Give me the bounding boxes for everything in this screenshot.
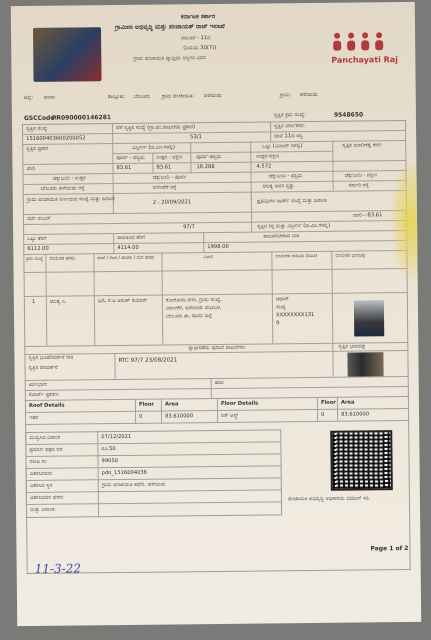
loan-label: ಋಣಭಾರ: (28, 381, 48, 388)
bound-west: ಆದಿತ್ಯ ಅವರ ಸ್ವತ್ತು (262, 183, 295, 190)
acc-number: 9548650 (333, 111, 364, 119)
h-owner-id: ಮಾಲೀಕರ ಗುರುತಿನ ದಾಖಲೆ (275, 253, 318, 260)
h-plot: ಸ್ವತ್ತಿನ ಕಿಸ್ತ ಮತ್ತು ವಿಸ್ತೀರ್ಣ (ಚ.ಮೀ.ಗಳಲ್ಲಿ) (257, 222, 331, 230)
owner-id-type: ಆಧಾರ್ (275, 296, 289, 303)
h-evidence: ಸ್ವಾಧೀನತೆಯ ಪುರಾವೆ ದಾಖಲೆಗಳು (188, 344, 246, 352)
h-ns2: ಉತ್ತರ-ದಕ್ಷಿಣ (256, 153, 280, 160)
h-bound-south: ಚಕ್ಕುಬಂದಿ - ದಕ್ಷಿಣ (344, 172, 378, 179)
h-owner-num: ಕ್ರಮ ಸಂಖ್ಯೆ (26, 256, 44, 262)
h-bound-north: ಚಕ್ಕುಬಂದಿ - ಉತ್ತರ (52, 175, 86, 182)
owner-address-3: ಬೇಲೂರು ತಾ, ಹಾಸನ ಜಿಲ್ಲೆ (165, 313, 213, 320)
gsc-code: PR090000146281 (51, 114, 112, 122)
h-owner-relation: ತಂದೆ / ಗಂಡ / ಹೆಂಡತಿ / ಮಗ ಹೆಸರು (97, 255, 155, 262)
h-area-right: Area (340, 399, 355, 406)
fee-value: ರೂ.50 (101, 446, 116, 453)
h-property-type: ಸ್ವತ್ತಿನ ಪ್ರಕಾರ (26, 145, 49, 152)
owner-id-number: XXXXXXXX131 (275, 311, 315, 319)
plot-value: ಖಾಲಿ---83.61 (352, 212, 383, 219)
dept-title: ಗ್ರಾಮೀಣ ಅಭಿವೃದ್ಧಿ ಮತ್ತು ಪಂಚಾಯತ್ ರಾಜ್ ಇಲಾಖೆ (114, 22, 225, 32)
issued-by: pdo_1516004036 (101, 469, 148, 477)
h-owner-photo: ಮಾಲೀಕರ ಭಾವಚಿತ್ರ (335, 253, 366, 259)
evidence-value: RTC 97/7 23/08/2021 (118, 357, 178, 365)
h-area-left: Area (164, 401, 179, 408)
h-bound-west: ಚಕ್ಕುಬಂದಿ - ಪಶ್ಚಿಮ (268, 173, 303, 180)
brand-name: Panchayati Raj (331, 55, 399, 65)
printed-date: 07/12/2021 (101, 433, 132, 441)
page-number: Page 1 of 2 (370, 544, 409, 553)
district-value: ಹಾಸನ (43, 94, 55, 101)
document-page (11, 2, 421, 626)
old-property-no: 53/1 (190, 134, 202, 141)
rule-ref: (ನಿಯಮ 30(7)) (183, 44, 217, 52)
printed-date-label: ಮುದ್ರಿಸಿದ ದಿನಾಂಕ (29, 434, 60, 441)
gsc-label: GSCCode: (23, 114, 57, 123)
h-approval: ಗ್ರಾಮ ಪಂಚಾಯಿತಿ ನಿರ್ಣಯದ ಸಂಖ್ಯೆ ಮತ್ತು ದಿನಾಂಕ (26, 196, 115, 203)
fee-label: ಪ್ರಮಾಣ ಪತ್ರದ ದರ (29, 446, 63, 453)
h-bound-east: ಚಕ್ಕುಬಂದಿ - ಪೂರ್ವ (152, 174, 187, 181)
survey-value: 97/7 (183, 224, 195, 231)
h-property-no: ಸ್ವತ್ತಿನ ಸಂಖ್ಯೆ (26, 125, 48, 132)
area-right: 83.610000 (341, 411, 370, 418)
owner-id-suffix: 9 (276, 320, 280, 327)
form-number: ನಮೂನೆ - 11ಬಿ (181, 35, 211, 42)
paid-tax: 4114.00 (117, 244, 139, 252)
owner-id-word: ಸಂಖ್ಯೆ (275, 304, 286, 311)
owner-name: ಆದಿತ್ಯ ಎ. (49, 298, 67, 305)
balance: 1998.00 (207, 243, 229, 251)
h-ward: ಪ್ರತಿನಿಧಿಗಳ ವಾರ್ಡ್ ಸಂಖ್ಯೆ ಮತ್ತು ದಿನಾಂಕ (256, 197, 327, 205)
note-label: ಷರಾ: (214, 379, 225, 387)
approval-value: 2 - 20/09/2021 (152, 199, 192, 206)
gp-label: ಗ್ರಾಮ ಪಂಚಾಯಿತಿ: (161, 93, 195, 100)
receipt-value: 99050 (101, 458, 119, 465)
issue-date-label: ಮತ್ತು ದಿನಾಂಕ: (30, 506, 56, 513)
h-owner-reason: ಸ್ವತ್ತಿನ ಮಾಲೀಕತ್ವ ಕರಣ (342, 142, 382, 149)
gp-value: ಹಳೇಬೀಡು (203, 92, 222, 100)
owner-relation: ಡಿ/ಓ ಕೆ.ಟಿ ಅರುಣ್ ಕುಮಾರ್ (97, 297, 148, 305)
pdo-signature-caption: ಪಂಚಾಯತಿ ಅಭಿವೃದ್ಧಿ ಅಧಿಕಾರಿಯ ಡಿಜಿಟಲ್ ಸಹಿ (287, 495, 370, 503)
property-type: ಖಾಲಿ (26, 165, 36, 172)
court-case-label: ಕೋರ್ಟ್ ಪ್ರಕರಣ: (28, 391, 60, 398)
owner-address-1: ಕೋರೋನಾ ನಗರ, ಗ್ರಾಮ ಸಂಖ್ಯೆ, (165, 296, 222, 304)
bound-south: ಸರ್ಕಾರಿ ರಸ್ತೆ (348, 182, 369, 189)
h-ns: ಉತ್ತರ - ದಕ್ಷಿಣ (156, 154, 183, 161)
h-paid-tax: ಪಾವತಿಸಿದ ತೆರಿಗೆ (117, 234, 145, 242)
receipt-label: ರಶೀದಿ ಸಂ (29, 458, 47, 465)
total-tax: 6112.00 (27, 245, 49, 252)
h-dimensions: ವಿಸ್ತೀರ್ಣ (ಚ.ಮೀ.ಗಳಲ್ಲಿ) (132, 144, 176, 151)
h-property-photo: ಸ್ವತ್ತಿನ ಭಾವಚಿತ್ರ (338, 343, 365, 350)
roof-right: ರಿಸ್ ಅಸ್ತ್ರ್ (221, 412, 239, 419)
ns-value: 83.61 (156, 164, 172, 171)
issued-place: ಗ್ರಾಮ ಪಂಚಾಯಿತಿ ಕಛೇರಿ, ಹಳೇಬೀಡು (101, 481, 166, 489)
h-owner-address: ವಿಳಾಸ (203, 255, 213, 261)
acc-label: ಸ್ವತ್ತಿನ ಕ್ರಮ ಸಂಖ್ಯೆ: (273, 112, 306, 119)
h-balance: ಪಾವತಿಸಬೇಕಾದ ಬಾಕಿ (263, 233, 300, 240)
panchayati-raj-logo-icon (329, 30, 395, 53)
area-value: 18.288 (196, 164, 215, 171)
h-old-property-no: ಹಳೆ ಸ್ವತ್ತಿನ ಸಂಖ್ಯೆ (ಗ್ರಾ.ಪಂ.ದಾಖಲೆಯ ಪ್ರಕಾರ) (116, 124, 196, 132)
owner-address-2: ಅರಸೀಕೆರೆ, ಹಳೇಬೀಡು ಹೋಬಳಿ, (165, 304, 222, 312)
conversion-value: ಸ್ವತ್ತಿನ ಪರಿವರ್ತನೆ (28, 364, 58, 371)
govt-title: ಕರ್ನಾಟಕ ಸರ್ಕಾರ (180, 12, 216, 21)
issued-place-label: ವಿತರಿಸಿದ ಸ್ಥಳ (29, 482, 53, 489)
issued-by-label: ವಿತರಿಸಿದವರು (29, 470, 53, 477)
issuer-name-label: ವಿತರಿಸಿದವರ ಹೆಸರು (29, 494, 64, 501)
floor-left: 0 (139, 413, 143, 420)
h-roof-right: Floor Details (220, 400, 259, 407)
h-floor-left: Floor (138, 401, 154, 408)
h-roof-left: Roof Details (28, 402, 65, 409)
property-no: 151600403600200052 (26, 135, 86, 142)
ew-value: 83.61 (116, 164, 132, 172)
classification: ಖಾನೆ 11ಬಿ ಆಸ್ತಿ (274, 133, 303, 140)
h-total-tax: ಒಟ್ಟು ತೆರಿಗೆ (27, 235, 47, 242)
h-owner-name: ಮಾಲೀಕರ ಹೆಸರು (49, 256, 76, 262)
h-classification: ಸ್ವತ್ತಿನ ವರ್ಗೀಕರಣ (274, 123, 305, 130)
form-subtitle: ಗ್ರಾಮ ಪಂಚಾಯಿತಿ ವ್ಯಾಪ್ತಿಯ ಆಸ್ತಿಗಳ ವಿವರ (133, 55, 206, 62)
h-ew: ಪೂರ್ವ - ಪಶ್ಚಿಮ (116, 154, 145, 162)
karnataka-emblem-icon (33, 27, 102, 82)
bound-east: ಅರಸೀಕೆರೆ ರಸ್ತೆ (152, 184, 177, 191)
h-survey: ಸರ್ವೆ ನಂಬರ್ (26, 215, 51, 222)
owner-photo (354, 300, 384, 336)
floor-right: 0 (321, 411, 325, 418)
qr-code (330, 430, 393, 491)
handwritten-date: 11-3-22 (34, 561, 82, 576)
property-photo (347, 352, 383, 376)
village-value: ಹಳೇಬೀಡು (299, 91, 318, 99)
h-conversion: ಸ್ವತ್ತಿನ ಭೂಪರಿವರ್ತನೆ ರೀತಿ (28, 354, 74, 361)
district-label: ಜಿಲ್ಲೆ: (23, 94, 34, 102)
owner-num: 1 (31, 298, 36, 305)
bound-north: ಬೇಲೂರು ಹಳೇಬೀಡು ರಸ್ತೆ (40, 185, 85, 192)
village-label: ಗ್ರಾಮ: (279, 92, 292, 99)
taluk-value: ಬೇಲೂರು (133, 93, 151, 100)
taluk-label: ತಾಲ್ಲೂಕು: (107, 93, 126, 101)
h-floor-right: Floor (320, 399, 336, 406)
h-ew2: ಪೂರ್ವ-ಪಶ್ಚಿಮ (196, 153, 222, 161)
h-total-meters: ಒಟ್ಟು (ಮೀಟರ್ ಗಳಲ್ಲಿ) (262, 143, 303, 150)
total-value: 4.572 (256, 163, 272, 170)
area-left: 83.610000 (165, 413, 194, 420)
roof-left: ಇತರೆ (29, 414, 39, 421)
paper-stain (390, 162, 421, 282)
